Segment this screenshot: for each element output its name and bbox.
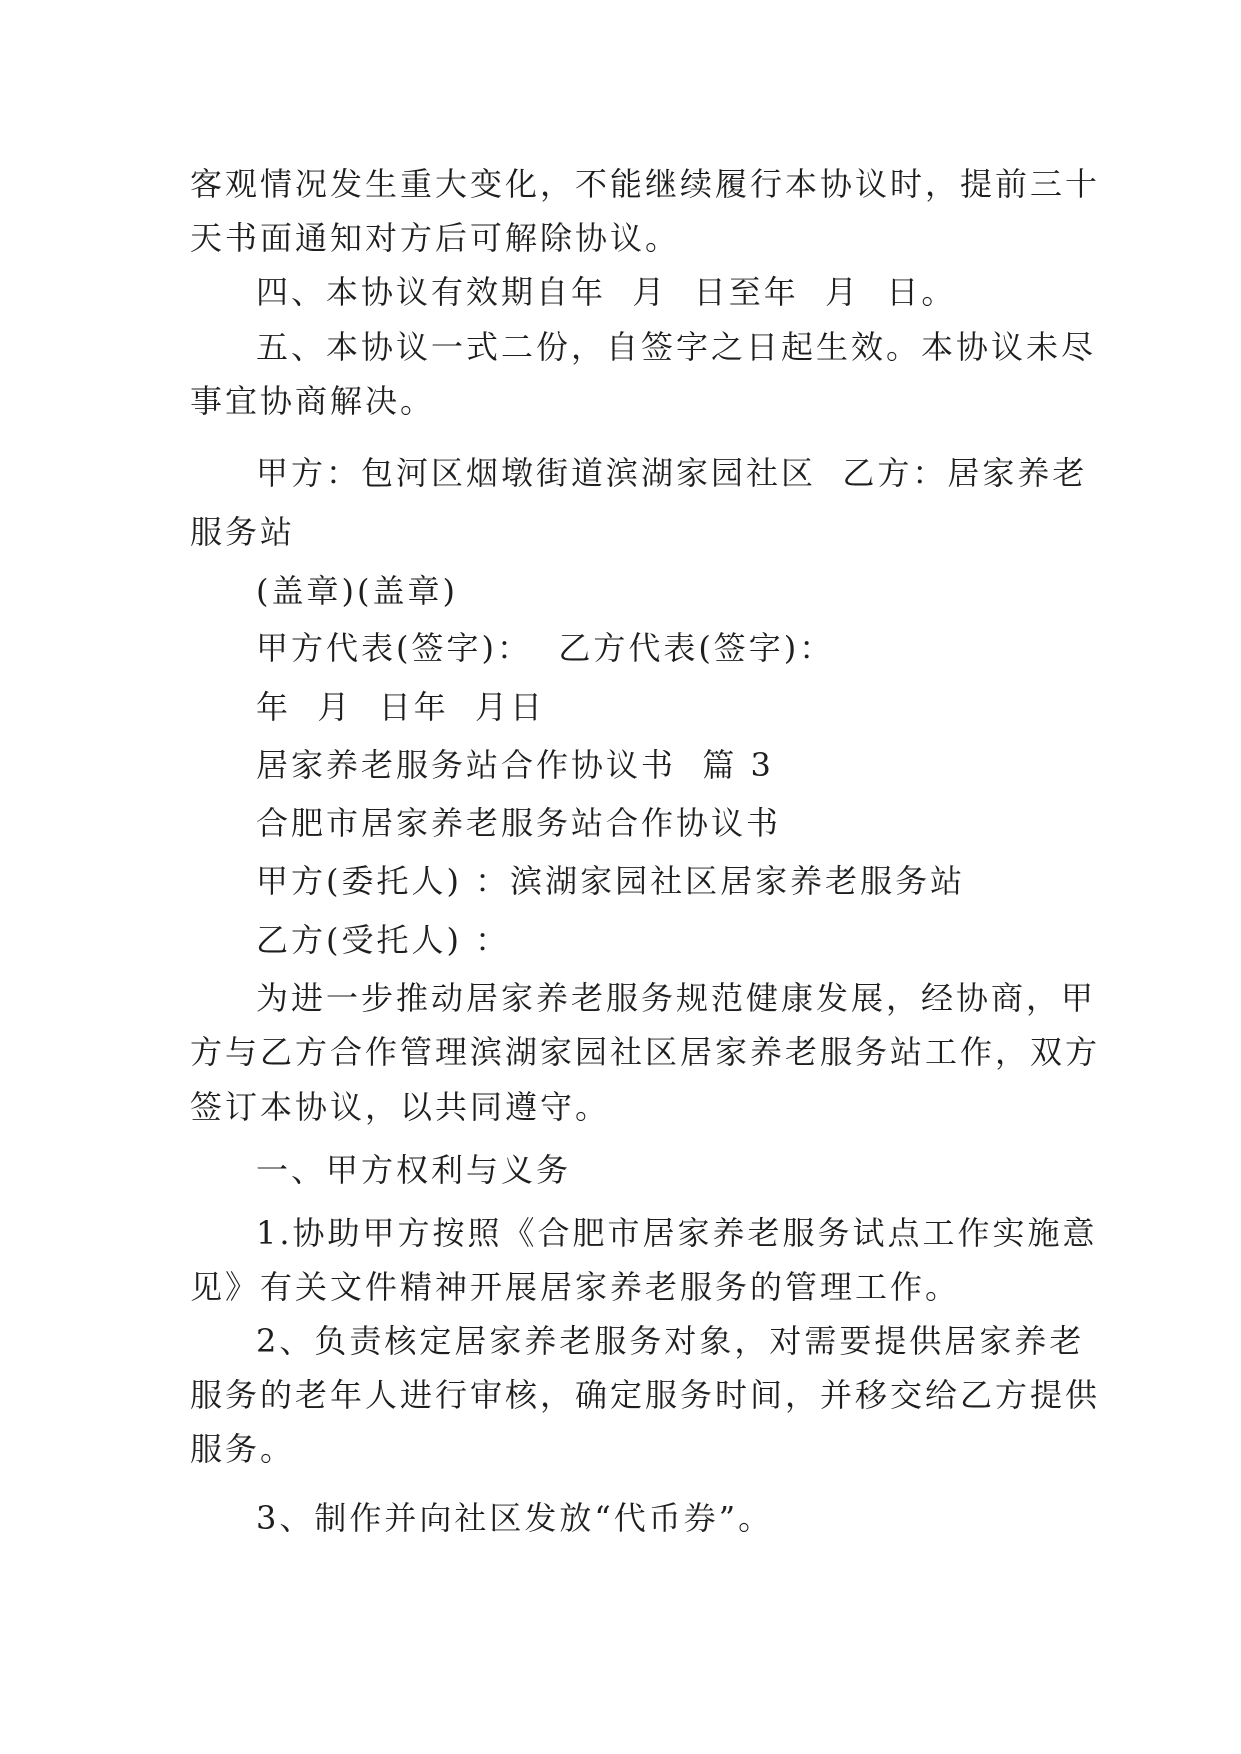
text-line: 方与乙方合作管理滨湖家园社区居家养老服务站工作，双方	[190, 1033, 1101, 1071]
text-line: 事宜协商解决。	[190, 382, 436, 420]
text-line: 乙方(受托人) ：	[256, 921, 511, 959]
text-line: 1.协助甲方按照《合肥市居家养老服务试点工作实施意	[256, 1214, 1098, 1252]
text-line: 签订本协议，以共同遵守。	[190, 1088, 611, 1126]
text-line: 合肥市居家养老服务站合作协议书	[256, 804, 782, 842]
text-line: 甲方(委托人) ：滨湖家园社区居家养老服务站	[256, 862, 966, 900]
text-line: 服务站	[190, 513, 296, 551]
text-line: 服务的老年人进行审核，确定服务时间，并移交给乙方提供	[190, 1376, 1101, 1414]
text-line: 甲方代表(签字)： 乙方代表(签字)：	[256, 629, 835, 667]
text-line: 四、本协议有效期自年 月 日至年 月 日。	[256, 273, 957, 311]
text-line: 3、制作并向社区发放“代币券”。	[256, 1499, 774, 1537]
text-line: 居家养老服务站合作协议书 篇 3	[256, 746, 774, 784]
text-line: 为进一步推动居家养老服务规范健康发展，经协商，甲	[256, 979, 1097, 1017]
text-line: 见》有关文件精神开展居家养老服务的管理工作。	[190, 1268, 961, 1306]
text-line: 甲方：包河区烟墩街道滨湖家园社区 乙方：居家养老	[256, 454, 1088, 492]
text-line: 天书面通知对方后可解除协议。	[190, 219, 681, 257]
text-line: 2、负责核定居家养老服务对象，对需要提供居家养老	[256, 1322, 1085, 1360]
text-line: 五、本协议一式二份，自签字之日起生效。本协议未尽	[256, 328, 1097, 366]
text-line: 一、甲方权利与义务	[256, 1151, 572, 1189]
text-line: (盖章)(盖章)	[256, 572, 458, 610]
text-line: 服务。	[190, 1430, 296, 1468]
text-line: 客观情况发生重大变化，不能继续履行本协议时，提前三十	[190, 165, 1101, 203]
text-line: 年 月 日年 月日	[256, 688, 546, 726]
